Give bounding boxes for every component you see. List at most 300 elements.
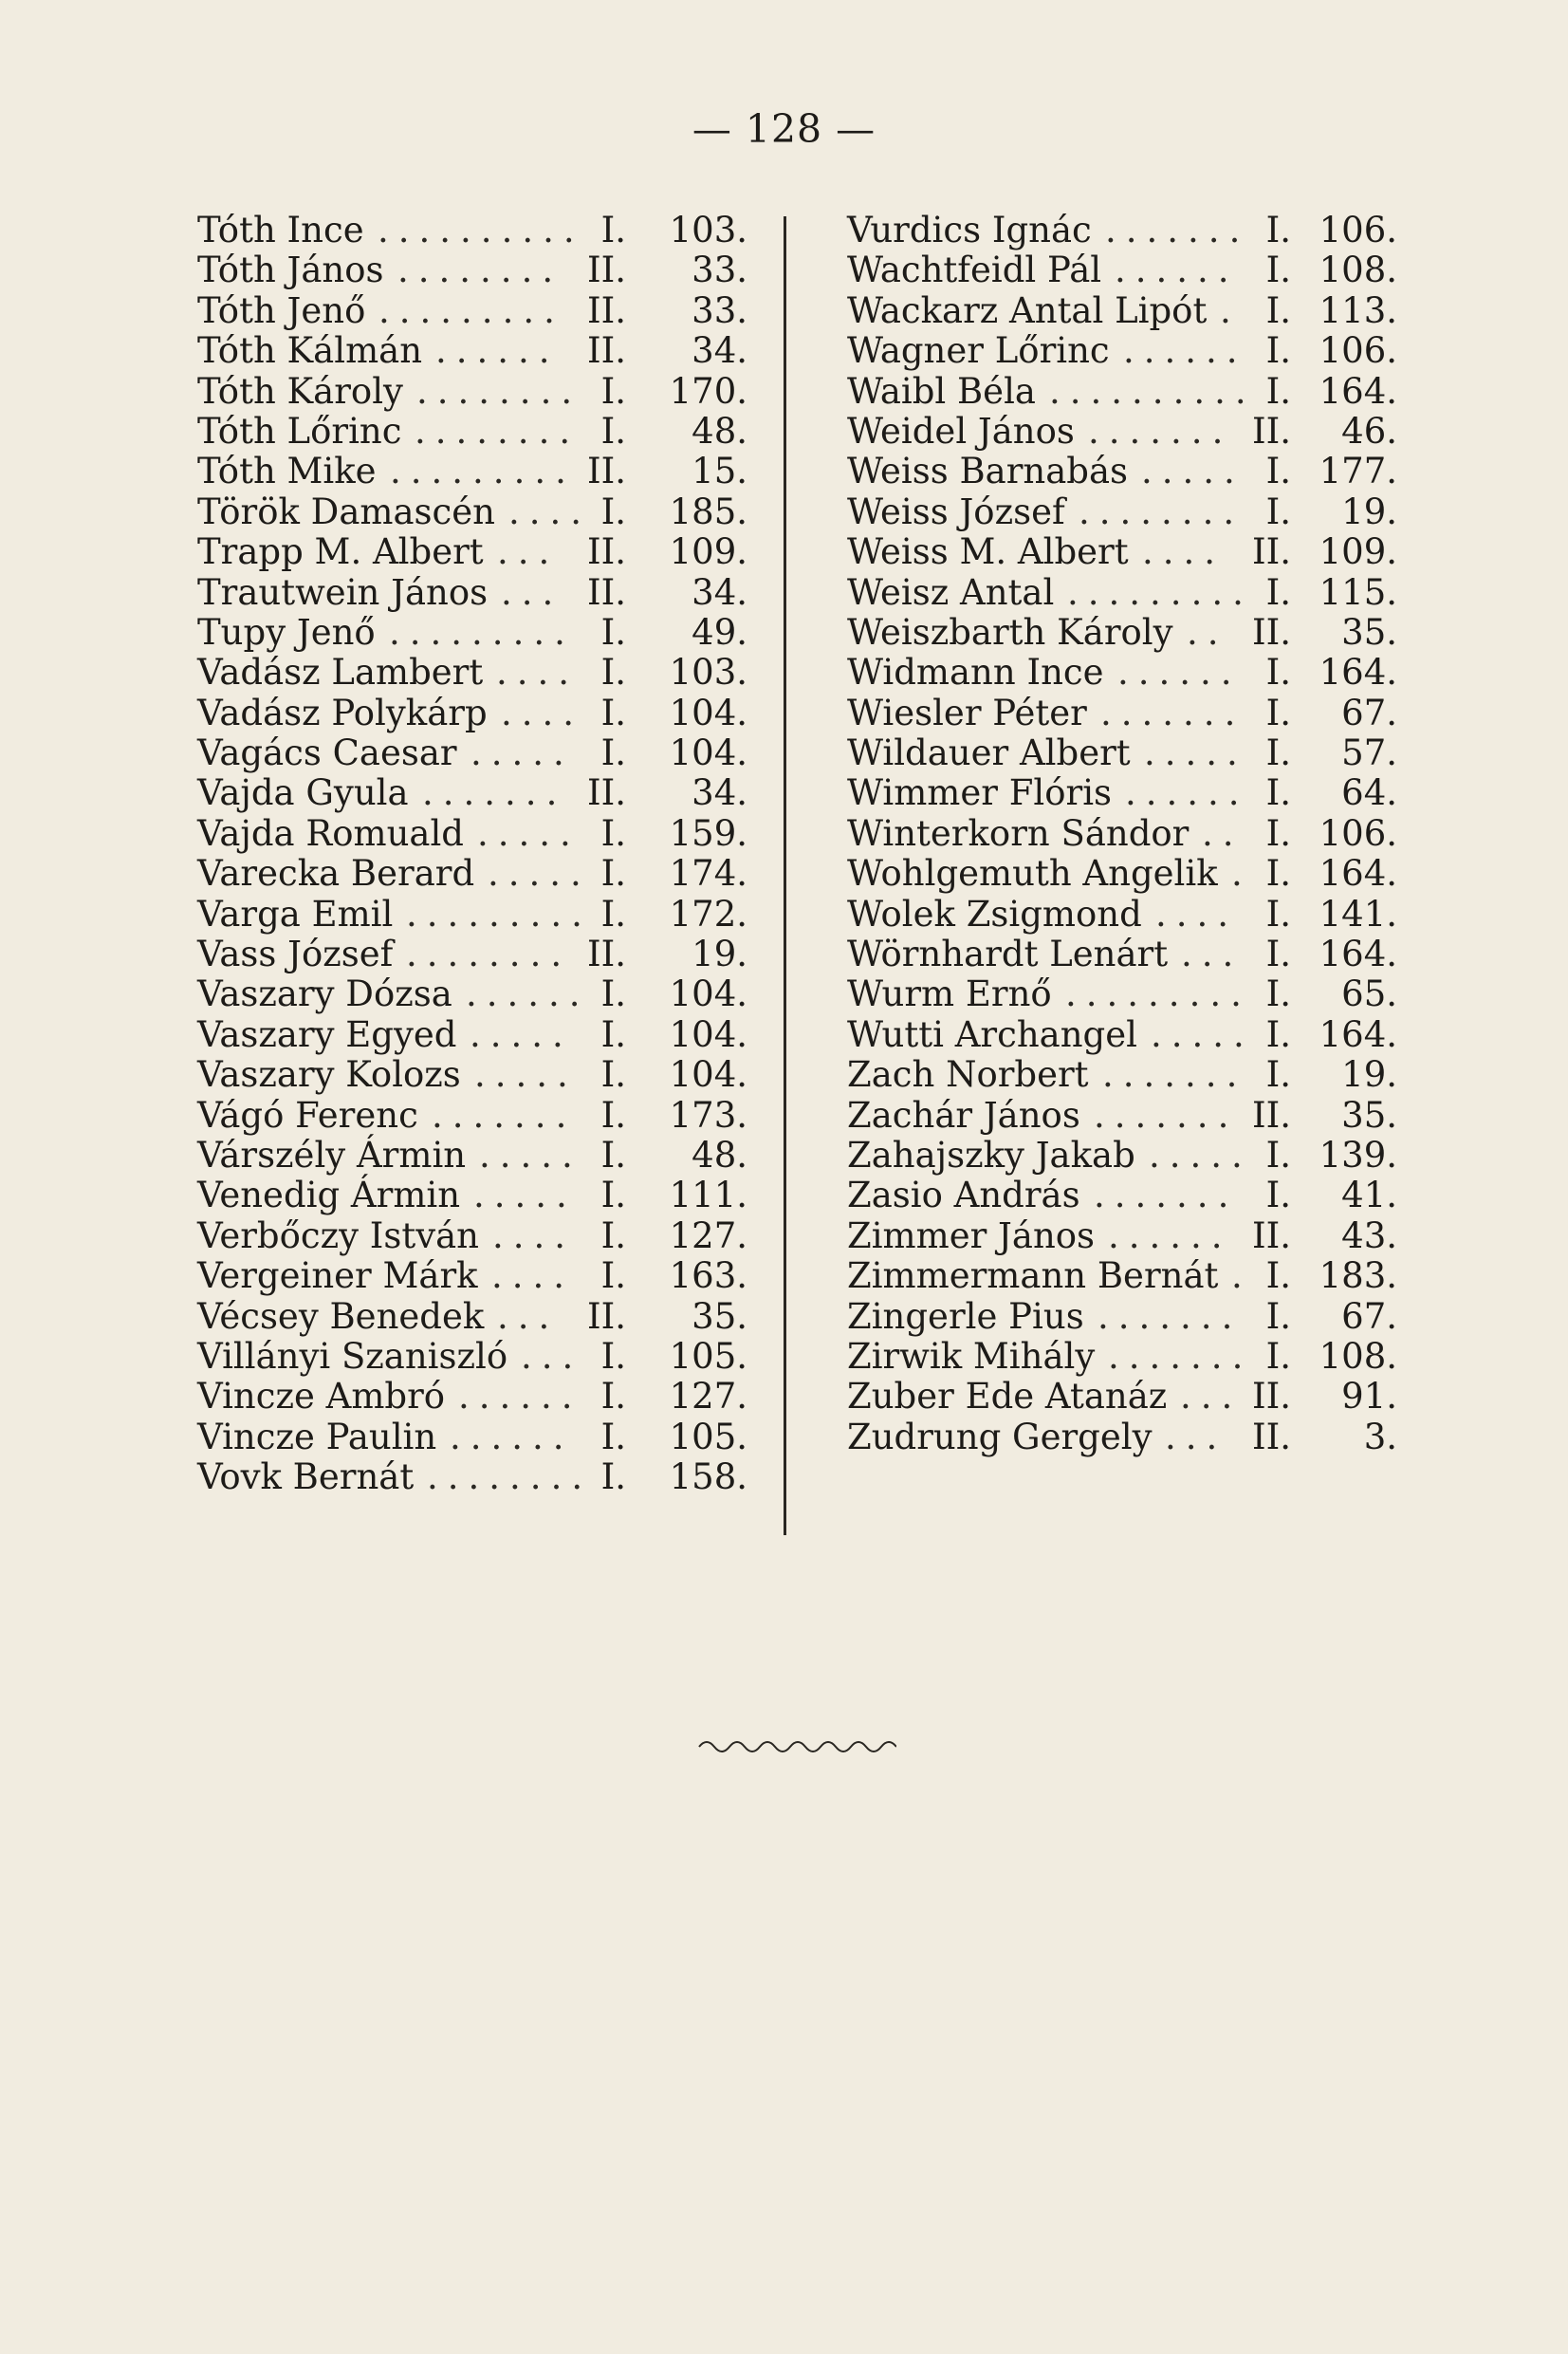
left-index-entry bbox=[197, 733, 747, 773]
entry-page: 174. bbox=[669, 853, 747, 895]
entry-volume: I. bbox=[600, 491, 626, 532]
entry-name: Weidel János bbox=[847, 410, 1075, 452]
entry-name: Zimmermann Bernát bbox=[847, 1255, 1219, 1297]
right-index-entry bbox=[847, 733, 1397, 773]
entry-page: 91. bbox=[1341, 1376, 1397, 1418]
right-index-entry bbox=[847, 1136, 1397, 1176]
entry-name: Wachtfeidl Pál bbox=[847, 250, 1102, 291]
entry-name: Trapp M. Albert bbox=[197, 531, 484, 573]
right-index-entry bbox=[847, 613, 1397, 653]
entry-volume: I. bbox=[600, 812, 626, 854]
leader-dots: .... bbox=[501, 692, 584, 733]
entry-name: Wildauer Albert bbox=[847, 732, 1131, 774]
right-index-entry bbox=[847, 974, 1397, 1014]
entry-volume: II. bbox=[587, 1295, 626, 1337]
leader-dots: ...... bbox=[466, 973, 590, 1015]
entry-name: Varecka Berard bbox=[197, 853, 475, 895]
entry-volume: I. bbox=[600, 973, 626, 1015]
entry-volume: I. bbox=[1265, 853, 1291, 895]
right-index-entry bbox=[847, 814, 1397, 854]
leader-dots: ..... bbox=[1149, 1134, 1252, 1176]
entry-volume: I. bbox=[600, 1175, 626, 1216]
entry-page: 164. bbox=[1319, 934, 1397, 975]
entry-page: 141. bbox=[1319, 893, 1397, 935]
leader-dots: ....... bbox=[1094, 1094, 1239, 1136]
leader-dots: ..... bbox=[488, 853, 591, 895]
entry-name: Weiszbarth Károly bbox=[847, 611, 1173, 653]
right-index-entry bbox=[847, 412, 1397, 452]
entry-name: Vincze Paulin bbox=[197, 1416, 437, 1457]
entry-name: Trautwein János bbox=[197, 571, 489, 613]
right-index-entry bbox=[847, 694, 1397, 733]
entry-name: Wagner Lőrinc bbox=[847, 330, 1110, 372]
left-index-entry bbox=[197, 1136, 747, 1176]
entry-page: 104. bbox=[669, 973, 747, 1015]
left-index-entry bbox=[197, 250, 747, 290]
entry-name: Wimmer Flóris bbox=[847, 772, 1113, 814]
entry-name: Waibl Béla bbox=[847, 370, 1036, 412]
leader-dots: ... bbox=[497, 531, 560, 573]
entry-name: Varga Emil bbox=[197, 893, 394, 935]
right-index-entry bbox=[847, 1297, 1397, 1337]
right-index-entry bbox=[847, 331, 1397, 371]
entry-volume: I. bbox=[1265, 732, 1291, 774]
right-index-entry bbox=[847, 1015, 1397, 1055]
entry-volume: I. bbox=[600, 1013, 626, 1055]
entry-page: 164. bbox=[1319, 853, 1397, 895]
entry-page: 103. bbox=[669, 210, 747, 250]
entry-name: Várszély Ármin bbox=[197, 1134, 467, 1176]
leader-dots: ...... bbox=[1125, 772, 1249, 814]
entry-name: Vágó Ferenc bbox=[197, 1094, 418, 1136]
entry-name: Vajda Gyula bbox=[197, 772, 409, 814]
entry-page: 57. bbox=[1341, 732, 1397, 774]
entry-name: Zimmer János bbox=[847, 1214, 1096, 1256]
entry-name: Vergeiner Márk bbox=[197, 1255, 478, 1297]
right-index-entry bbox=[847, 291, 1397, 331]
leader-dots: ....... bbox=[432, 1094, 577, 1136]
leader-dots: ......... bbox=[406, 893, 592, 935]
leader-dots: ... bbox=[1180, 1376, 1243, 1418]
entry-name: Widmann Ince bbox=[847, 652, 1104, 694]
entry-name: Tóth János bbox=[197, 250, 384, 291]
entry-volume: I. bbox=[600, 1214, 626, 1256]
entry-volume: II. bbox=[587, 772, 626, 814]
entry-volume: I. bbox=[600, 1134, 626, 1176]
entry-volume: I. bbox=[1265, 1295, 1291, 1337]
leader-dots: ... bbox=[1181, 934, 1244, 975]
leader-dots: .. bbox=[1187, 611, 1228, 653]
leader-dots: .... bbox=[508, 491, 592, 532]
entry-page: 108. bbox=[1319, 250, 1397, 291]
entry-name: Verbőczy István bbox=[197, 1214, 480, 1256]
entry-volume: I. bbox=[600, 1416, 626, 1457]
leader-dots: ........ bbox=[1079, 491, 1245, 532]
entry-volume: I. bbox=[1265, 692, 1291, 733]
entry-volume: I. bbox=[600, 732, 626, 774]
entry-volume: I. bbox=[1265, 772, 1291, 814]
left-index-entry bbox=[197, 895, 747, 935]
leader-dots: ........ bbox=[397, 250, 563, 291]
entry-page: 104. bbox=[669, 732, 747, 774]
left-index-entry bbox=[197, 1418, 747, 1457]
entry-name: Török Damascén bbox=[197, 491, 495, 532]
entry-page: 105. bbox=[669, 1335, 747, 1377]
left-index-entry bbox=[197, 331, 747, 371]
leader-dots: ..... bbox=[473, 1175, 577, 1216]
entry-name: Vajda Romuald bbox=[197, 812, 464, 854]
leader-dots: ...... bbox=[1117, 652, 1242, 694]
entry-name: Tupy Jenő bbox=[197, 611, 376, 653]
leader-dots: ..... bbox=[470, 1013, 573, 1055]
right-index-entry bbox=[847, 1377, 1397, 1417]
left-index-entry bbox=[197, 1096, 747, 1136]
entry-page: 172. bbox=[669, 893, 747, 935]
leader-dots: ...... bbox=[1108, 1214, 1232, 1256]
entry-volume: I. bbox=[1265, 1013, 1291, 1055]
left-index-entry bbox=[197, 935, 747, 974]
left-index-entry bbox=[197, 854, 747, 894]
left-index-entry bbox=[197, 814, 747, 854]
entry-name: Vass József bbox=[197, 934, 394, 975]
left-index-entry bbox=[197, 1176, 747, 1215]
entry-volume: II. bbox=[587, 330, 626, 372]
leader-dots: ... bbox=[497, 1295, 560, 1337]
entry-volume: I. bbox=[1265, 934, 1291, 975]
entry-page: 158. bbox=[669, 1456, 747, 1498]
entry-page: 34. bbox=[692, 772, 747, 814]
entry-volume: I. bbox=[1265, 289, 1291, 331]
entry-volume: I. bbox=[1265, 1335, 1291, 1377]
entry-volume: II. bbox=[1252, 1094, 1291, 1136]
leader-dots: ......... bbox=[389, 611, 575, 653]
left-index-entry bbox=[197, 492, 747, 532]
entry-name: Weiss József bbox=[847, 491, 1065, 532]
entry-name: Zasio András bbox=[847, 1175, 1080, 1216]
left-index-entry bbox=[197, 1337, 747, 1377]
right-index-entry bbox=[847, 773, 1397, 813]
entry-name: Villányi Szaniszló bbox=[197, 1335, 508, 1377]
entry-page: 113. bbox=[1319, 289, 1397, 331]
entry-name: Tóth Jenő bbox=[197, 289, 366, 331]
entry-volume: II. bbox=[1252, 1416, 1291, 1457]
right-index-entry bbox=[847, 1096, 1397, 1136]
entry-volume: II. bbox=[1252, 410, 1291, 452]
left-index-entry bbox=[197, 1216, 747, 1256]
entry-volume: I. bbox=[1265, 973, 1291, 1015]
leader-dots: .... bbox=[496, 652, 580, 694]
entry-volume: II. bbox=[1252, 611, 1291, 653]
entry-page: 46. bbox=[1341, 410, 1397, 452]
entry-volume: I. bbox=[1265, 330, 1291, 372]
right-index-entry bbox=[847, 250, 1397, 290]
right-index-entry bbox=[847, 492, 1397, 532]
left-index-entry bbox=[197, 532, 747, 572]
entry-name: Weisz Antal bbox=[847, 571, 1055, 613]
entry-name: Vaszary Kolozs bbox=[197, 1054, 461, 1096]
leader-dots: ..... bbox=[1141, 451, 1245, 492]
right-index-entry bbox=[847, 1176, 1397, 1215]
left-index-entry bbox=[197, 613, 747, 653]
entry-volume: I. bbox=[600, 410, 626, 452]
leader-dots: ..... bbox=[477, 812, 581, 854]
right-index-entry bbox=[847, 452, 1397, 491]
entry-name: Winterkorn Sándor bbox=[847, 812, 1190, 854]
leader-dots: . bbox=[1231, 853, 1252, 895]
entry-name: Wackarz Antal Lipót bbox=[847, 289, 1208, 331]
entry-page: 109. bbox=[1319, 531, 1397, 573]
entry-page: 35. bbox=[692, 1295, 747, 1337]
leader-dots: ......... bbox=[390, 451, 576, 492]
leader-dots: ...... bbox=[435, 330, 560, 372]
entry-volume: I. bbox=[1265, 210, 1291, 250]
entry-name: Wiesler Péter bbox=[847, 692, 1087, 733]
leader-dots: ...... bbox=[458, 1376, 582, 1418]
entry-name: Wörnhardt Lenárt bbox=[847, 934, 1169, 975]
right-index-entry bbox=[847, 1418, 1397, 1457]
entry-volume: I. bbox=[600, 1335, 626, 1377]
entry-page: 177. bbox=[1319, 451, 1397, 492]
leader-dots: ....... bbox=[1100, 692, 1245, 733]
entry-page: 64. bbox=[1341, 772, 1397, 814]
leader-dots: ....... bbox=[1088, 410, 1233, 452]
entry-volume: I. bbox=[1265, 491, 1291, 532]
leader-dots: .......... bbox=[1049, 370, 1256, 412]
entry-name: Zudrung Gergely bbox=[847, 1416, 1153, 1457]
entry-page: 67. bbox=[1341, 692, 1397, 733]
right-index-entry bbox=[847, 1256, 1397, 1296]
left-index-entry bbox=[197, 573, 747, 613]
entry-volume: I. bbox=[1265, 370, 1291, 412]
leader-dots: ....... bbox=[422, 772, 567, 814]
left-index-entry bbox=[197, 1377, 747, 1417]
entry-page: 109. bbox=[669, 531, 747, 573]
entry-page: 164. bbox=[1319, 652, 1397, 694]
page-number: — 128 — bbox=[692, 106, 876, 152]
entry-page: 106. bbox=[1319, 812, 1397, 854]
entry-page: 139. bbox=[1319, 1134, 1397, 1176]
leader-dots: . bbox=[1220, 289, 1241, 331]
entry-name: Tóth Károly bbox=[197, 370, 403, 412]
entry-name: Weiss M. Albert bbox=[847, 531, 1129, 573]
right-index-entry bbox=[847, 532, 1397, 572]
entry-name: Vaszary Dózsa bbox=[197, 973, 452, 1015]
right-index-entry bbox=[847, 211, 1397, 250]
right-index-entry bbox=[847, 1337, 1397, 1377]
entry-page: 19. bbox=[1341, 491, 1397, 532]
entry-volume: II. bbox=[587, 289, 626, 331]
leader-dots: ... bbox=[1165, 1416, 1227, 1457]
right-index-entry bbox=[847, 653, 1397, 693]
left-index-entry bbox=[197, 653, 747, 693]
leader-dots: ..... bbox=[1144, 732, 1247, 774]
left-index-entry bbox=[197, 412, 747, 452]
entry-page: 163. bbox=[669, 1255, 747, 1297]
entry-volume: I. bbox=[1265, 571, 1291, 613]
entry-name: Tóth Ince bbox=[197, 210, 364, 250]
entry-page: 127. bbox=[669, 1214, 747, 1256]
entry-name: Vagács Caesar bbox=[197, 732, 457, 774]
entry-name: Tóth Mike bbox=[197, 451, 377, 492]
entry-page: 33. bbox=[692, 250, 747, 291]
entry-volume: I. bbox=[600, 210, 626, 250]
entry-page: 15. bbox=[692, 451, 747, 492]
entry-page: 164. bbox=[1319, 1013, 1397, 1055]
entry-name: Wurm Ernő bbox=[847, 973, 1052, 1015]
leader-dots: ........ bbox=[427, 1456, 593, 1498]
entry-volume: I. bbox=[1265, 1175, 1291, 1216]
entry-page: 33. bbox=[692, 289, 747, 331]
entry-name: Zahajszky Jakab bbox=[847, 1134, 1135, 1176]
leader-dots: ........ bbox=[416, 370, 582, 412]
entry-volume: II. bbox=[587, 250, 626, 291]
entry-page: 49. bbox=[692, 611, 747, 653]
leader-dots: ..... bbox=[1151, 1013, 1254, 1055]
entry-page: 48. bbox=[692, 410, 747, 452]
entry-page: 173. bbox=[669, 1094, 747, 1136]
leader-dots: ......... bbox=[1065, 973, 1251, 1015]
right-index-entry bbox=[847, 1216, 1397, 1256]
entry-volume: I. bbox=[600, 893, 626, 935]
leader-dots: ......... bbox=[1067, 571, 1253, 613]
entry-page: 34. bbox=[692, 330, 747, 372]
leader-dots: ..... bbox=[474, 1054, 578, 1096]
entry-page: 170. bbox=[669, 370, 747, 412]
left-index-column bbox=[197, 211, 747, 1498]
entry-volume: I. bbox=[600, 853, 626, 895]
entry-page: 41. bbox=[1341, 1175, 1397, 1216]
leader-dots: ....... bbox=[1105, 210, 1250, 250]
leader-dots: ... bbox=[521, 1335, 583, 1377]
leader-dots: ....... bbox=[1094, 1175, 1239, 1216]
entry-name: Tóth Kálmán bbox=[197, 330, 423, 372]
leader-dots: ....... bbox=[1102, 1054, 1247, 1096]
entry-page: 105. bbox=[669, 1416, 747, 1457]
entry-volume: II. bbox=[587, 934, 626, 975]
entry-name: Weiss Barnabás bbox=[847, 451, 1129, 492]
entry-volume: I. bbox=[600, 611, 626, 653]
left-index-entry bbox=[197, 1256, 747, 1296]
entry-name: Venedig Ármin bbox=[197, 1175, 461, 1216]
left-index-entry bbox=[197, 974, 747, 1014]
entry-volume: I. bbox=[1265, 1255, 1291, 1297]
entry-name: Wolek Zsigmond bbox=[847, 893, 1142, 935]
leader-dots: ....... bbox=[1098, 1295, 1243, 1337]
entry-volume: II. bbox=[1252, 531, 1291, 573]
left-index-entry bbox=[197, 1457, 747, 1497]
entry-page: 183. bbox=[1319, 1255, 1397, 1297]
entry-name: Vécsey Benedek bbox=[197, 1295, 485, 1337]
leader-dots: ..... bbox=[479, 1134, 582, 1176]
right-index-column bbox=[847, 211, 1397, 1457]
entry-name: Zirwik Mihály bbox=[847, 1335, 1096, 1377]
leader-dots: ...... bbox=[1115, 250, 1239, 291]
entry-volume: I. bbox=[1265, 812, 1291, 854]
leader-dots: .... bbox=[492, 1214, 576, 1256]
entry-volume: I. bbox=[1265, 1134, 1291, 1176]
entry-page: 35. bbox=[1341, 611, 1397, 653]
entry-volume: II. bbox=[1252, 1214, 1291, 1256]
leader-dots: .. bbox=[1202, 812, 1244, 854]
entry-volume: II. bbox=[587, 451, 626, 492]
entry-volume: I. bbox=[1265, 250, 1291, 291]
entry-page: 185. bbox=[669, 491, 747, 532]
leader-dots: ...... bbox=[450, 1416, 574, 1457]
entry-page: 159. bbox=[669, 812, 747, 854]
entry-page: 34. bbox=[692, 571, 747, 613]
entry-page: 106. bbox=[1319, 330, 1397, 372]
entry-volume: II. bbox=[1252, 1376, 1291, 1418]
right-index-entry bbox=[847, 573, 1397, 613]
entry-name: Wutti Archangel bbox=[847, 1013, 1137, 1055]
leader-dots: ... bbox=[501, 571, 563, 613]
entry-page: 115. bbox=[1319, 571, 1397, 613]
leader-dots: .... bbox=[1142, 531, 1226, 573]
entry-name: Wohlgemuth Angelik bbox=[847, 853, 1218, 895]
entry-page: 106. bbox=[1319, 210, 1397, 250]
entry-volume: I. bbox=[600, 1456, 626, 1498]
right-index-entry bbox=[847, 1055, 1397, 1095]
right-index-entry bbox=[847, 895, 1397, 935]
entry-volume: I. bbox=[600, 652, 626, 694]
entry-name: Zach Norbert bbox=[847, 1054, 1089, 1096]
entry-page: 48. bbox=[692, 1134, 747, 1176]
entry-name: Tóth Lőrinc bbox=[197, 410, 402, 452]
entry-name: Vurdics Ignác bbox=[847, 210, 1092, 250]
entry-page: 127. bbox=[669, 1376, 747, 1418]
column-divider bbox=[784, 216, 786, 1535]
leader-dots: ........ bbox=[406, 934, 572, 975]
entry-name: Zingerle Pius bbox=[847, 1295, 1084, 1337]
entry-page: 164. bbox=[1319, 370, 1397, 412]
entry-page: 35. bbox=[1341, 1094, 1397, 1136]
entry-volume: I. bbox=[1265, 451, 1291, 492]
entry-page: 104. bbox=[669, 692, 747, 733]
entry-volume: I. bbox=[1265, 652, 1291, 694]
entry-page: 111. bbox=[669, 1175, 747, 1216]
entry-name: Vovk Bernát bbox=[197, 1456, 415, 1498]
entry-volume: II. bbox=[587, 531, 626, 573]
entry-page: 43. bbox=[1341, 1214, 1397, 1256]
left-index-entry bbox=[197, 452, 747, 491]
leader-dots: ...... bbox=[1123, 330, 1247, 372]
left-index-entry bbox=[197, 1055, 747, 1095]
leader-dots: .... bbox=[1155, 893, 1239, 935]
entry-volume: I. bbox=[600, 370, 626, 412]
entry-volume: I. bbox=[600, 1054, 626, 1096]
entry-name: Vadász Lambert bbox=[197, 652, 484, 694]
entry-name: Zuber Ede Atanáz bbox=[847, 1376, 1168, 1418]
right-index-entry bbox=[847, 372, 1397, 412]
entry-page: 3. bbox=[1363, 1416, 1397, 1457]
entry-name: Vincze Ambró bbox=[197, 1376, 446, 1418]
entry-volume: I. bbox=[600, 1255, 626, 1297]
leader-dots: .......... bbox=[378, 210, 584, 250]
entry-page: 103. bbox=[669, 652, 747, 694]
left-index-entry bbox=[197, 694, 747, 733]
left-index-entry bbox=[197, 211, 747, 250]
right-index-entry bbox=[847, 854, 1397, 894]
left-index-entry bbox=[197, 1015, 747, 1055]
leader-dots: . bbox=[1231, 1255, 1252, 1297]
leader-dots: ....... bbox=[1108, 1335, 1253, 1377]
entry-page: 104. bbox=[669, 1013, 747, 1055]
left-index-entry bbox=[197, 291, 747, 331]
entry-name: Zachár János bbox=[847, 1094, 1080, 1136]
entry-volume: I. bbox=[600, 692, 626, 733]
leader-dots: ......... bbox=[378, 289, 564, 331]
right-index-entry bbox=[847, 935, 1397, 974]
